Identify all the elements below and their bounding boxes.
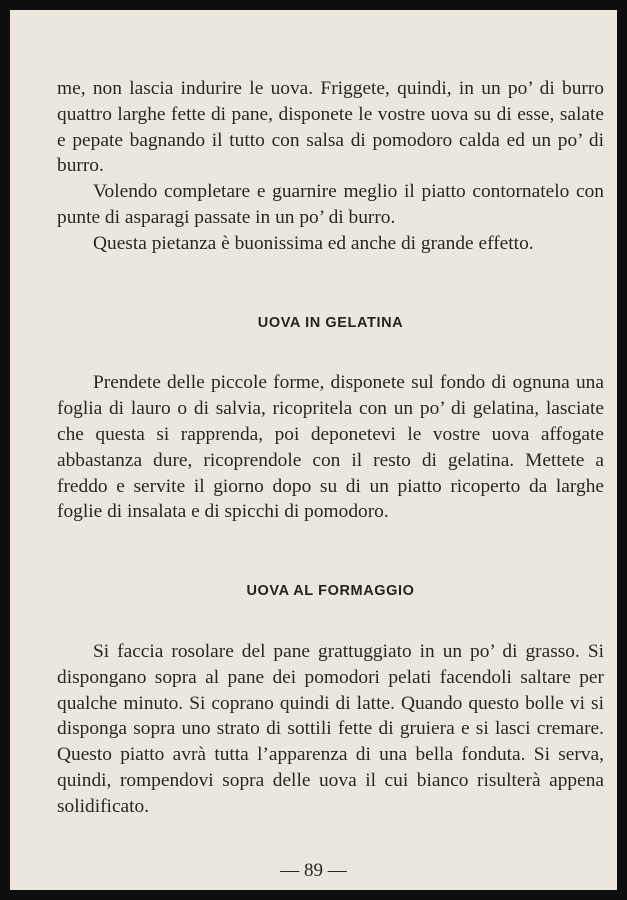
section-heading-uova-al-formaggio: UOVA AL FORMAGGIO	[246, 583, 415, 600]
paragraph-effect: Questa pietanza è buonissima ed anche di grande effetto.	[93, 232, 534, 254]
page-text	[57, 76, 604, 820]
page-number: — 89 —	[280, 860, 347, 881]
paragraph-garnish: Volendo completare e guarnire meglio il piatto contornatelo con punte di asparagi passate in un po’ di burro.	[57, 181, 604, 228]
section-heading-uova-in-gelatina: UOVA IN GELATINA	[257, 314, 404, 331]
paragraph-uova-al-formaggio: Si faccia rosolare del pane grattuggiato in un po’ di grasso. Si dispongano sopra al pane dei pomodori pelati facendoli saltare per qualche minuto. Si coprano quindi di latte. Quando questo bolle vi si disponga sopra uno strato di sottili fette di gruiera e si lasci cremare. Questo piatto avrà tutta l’apparenza di una bella fonduta. Si serva, quindi, rompendovi sopra delle uova il cui bianco risulterà appena solidificato.	[57, 640, 604, 817]
paragraph-uova-in-gelatina: Prendete delle piccole forme, disponete sul fondo di ognuna una foglia di lauro o di salvia, ricopritela con un po’ di gelatina, lasciate che questa si rapprenda, poi deponetevi le vostre uova affogate abbastanza dure, ricoprendole con il resto di gelatina. Mettete a freddo e servite il giorno dopo su di un piatto ricoperto da larghe foglie di insalata e di spicchi di pomodoro.	[57, 372, 604, 523]
book-page	[10, 10, 617, 890]
paragraph-continued: me, non lascia indurire le uova. Friggete, quindi, in un po’ di burro quattro larghe fette di pane, disponete le vostre uova su di esse, salate e pepate bagnando il tutto con salsa di pomodoro calda ed un po’ di burro.	[57, 78, 604, 177]
